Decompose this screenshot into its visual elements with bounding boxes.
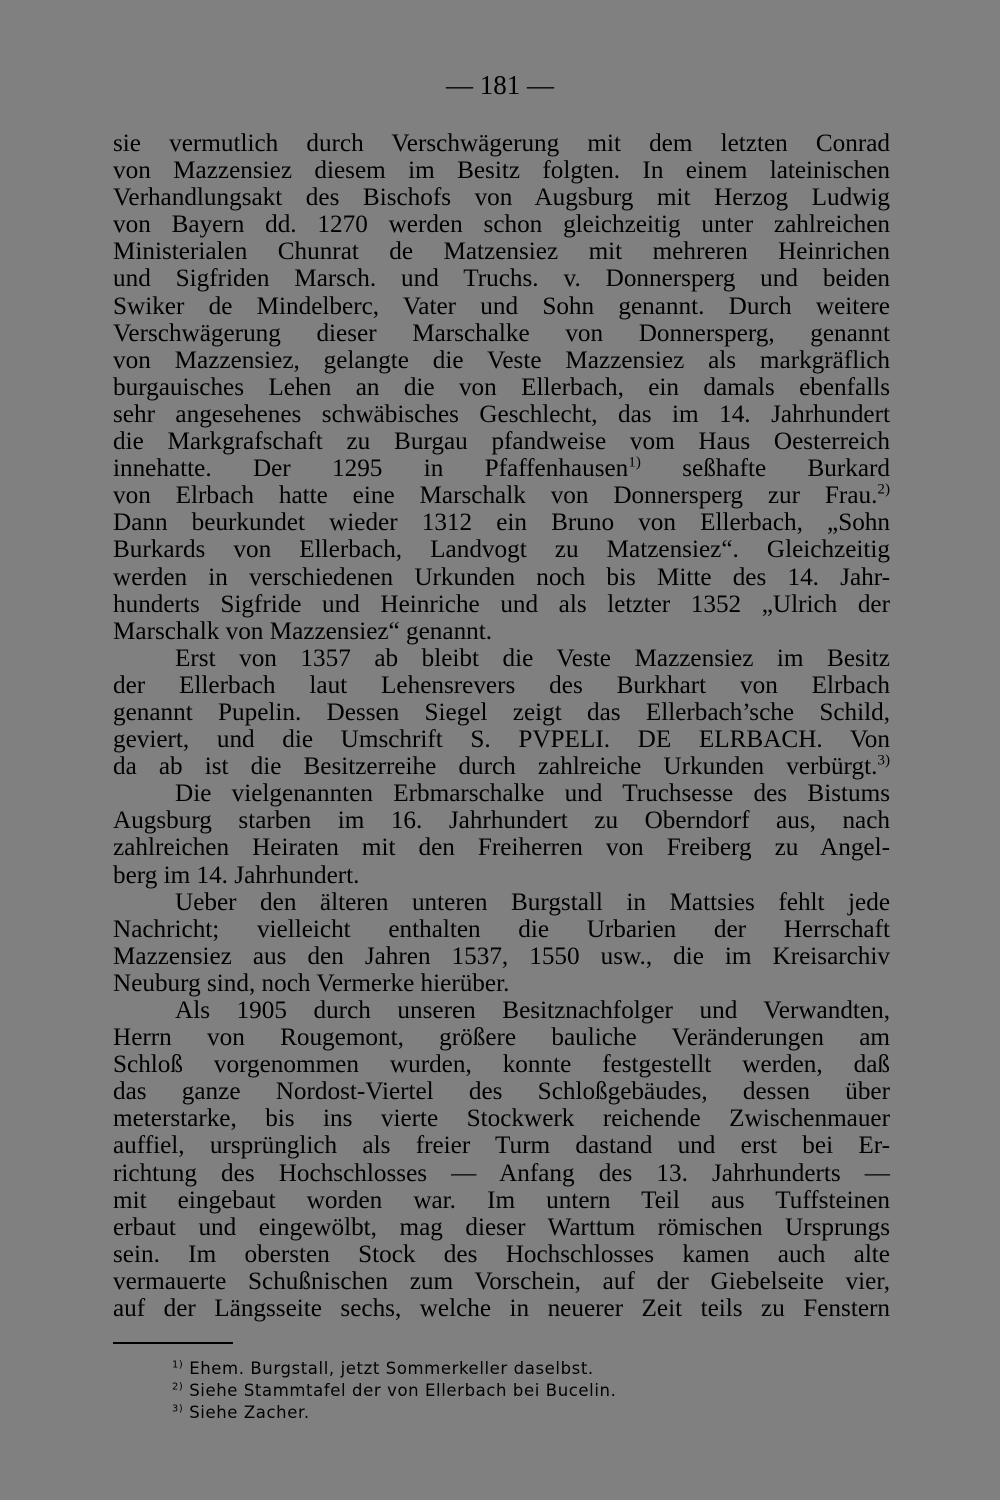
text-line: zahlreichen Heiraten mit den Freiherren von Freiberg zu Angel-: [113, 834, 890, 862]
text-line: burgauisches Lehen an die von Ellerbach, ein damals ebenfalls: [113, 373, 890, 401]
text-line: Nachricht; vielleicht enthalten die Urbarien der Herrschaft: [113, 915, 890, 943]
text-line: Die vielgenannten Erbmarschalke und Truchsesse des Bistums: [175, 780, 890, 808]
text-line: und Sigfriden Marsch. und Truchs. v. Donnersperg und beiden: [113, 265, 890, 293]
text-line: erbaut und eingewölbt, mag dieser Warttum römischen Ursprungs: [113, 1213, 890, 1241]
text-line: Herrn von Rougemont, größere bauliche Veränderungen am: [113, 1024, 890, 1052]
text-line: [113, 482, 890, 509]
page-number: — 181 —: [446, 70, 554, 100]
text-line: die Markgrafschaft zu Burgau pfandweise vom Haus Oesterreich: [113, 428, 890, 456]
footnote-text: Ehem. Burgstall, jetzt Sommerkeller daselbst.: [183, 1359, 594, 1378]
text-line: von Mazzensiez, gelangte die Veste Mazzensiez als markgräflich: [113, 346, 890, 374]
text-line: Ministerialen Chunrat de Matzensiez mit mehreren Heinrichen: [113, 238, 890, 266]
footnote-mark: 2): [172, 1381, 184, 1393]
text-line: meterstarke, bis ins vierte Stockwerk reichende Zwischenmauer: [113, 1105, 890, 1133]
footnote: [172, 1402, 616, 1424]
text-line: Verhandlungsakt des Bischofs von Augsburg mit Herzog Ludwig: [113, 184, 890, 212]
text-segment: da ab ist die Besitzerreihe durch zahlreiche Urkunden verbürgt.: [113, 753, 878, 781]
text-line: Schloß vorgenommen wurden, konnte festgestellt werden, daß: [113, 1051, 890, 1079]
text-line: [113, 455, 890, 482]
text-line: der Ellerbach laut Lehensrevers des Burkhart von Elrbach: [113, 671, 890, 699]
text-line: sein. Im obersten Stock des Hochschlosses kamen auch alte: [113, 1240, 890, 1268]
text-line: sie vermutlich durch Verschwägerung mit dem letzten Conrad: [113, 130, 890, 157]
text-line: auf der Längsseite sechs, welche in neuerer Zeit teils zu Fenstern: [113, 1295, 890, 1323]
footnote-divider: [113, 1342, 233, 1344]
text-segment: von Elrbach hatte eine Marschalk von Donnersperg zur Frau.: [113, 482, 878, 510]
footnote: [172, 1358, 616, 1380]
text-line: geviert, und die Umschrift S. PVPELI. DE ELRBACH. Von: [113, 726, 890, 754]
footnote-ref: 3): [877, 752, 890, 769]
text-line: Augsburg starben im 16. Jahrhundert zu Oberndorf aus, nach: [113, 807, 890, 835]
footnote-mark: 3): [172, 1403, 184, 1415]
text-line: Neuburg sind, noch Vermerke hierüber.: [113, 969, 510, 997]
footnote-text: Siehe Stammtafel der von Ellerbach bei Bucelin.: [183, 1381, 617, 1400]
text-line: Verschwägerung dieser Marschalke von Donnersperg, genannt: [113, 319, 890, 347]
text-line: Swiker de Mindelberc, Vater und Sohn genannt. Durch weitere: [113, 292, 890, 320]
footnote-mark: 1): [172, 1359, 184, 1371]
text-line: Burkards von Ellerbach, Landvogt zu Matzensiez“. Gleichzeitig: [113, 536, 890, 564]
text-line: Mazzensiez aus den Jahren 1537, 1550 usw., die im Kreisarchiv: [113, 942, 890, 970]
text-line: richtung des Hochschlosses — Anfang des 13. Jahrhunderts —: [113, 1159, 890, 1187]
text-segment: innehatte. Der 1295 in Pfaffenhausen: [113, 455, 629, 483]
footnote-ref: 1): [628, 454, 641, 471]
footnote: [172, 1380, 616, 1402]
text-line: hunderts Sigfride und Heinriche und als letzter 1352 „Ulrich der: [113, 590, 890, 618]
footnote-text: Siehe Zacher.: [183, 1403, 310, 1422]
footnotes: [172, 1358, 616, 1424]
footnote-ref: 2): [877, 481, 890, 498]
text-line: das ganze Nordost-Viertel des Schloßgebäudes, dessen über: [113, 1078, 890, 1106]
text-line: Als 1905 durch unseren Besitznachfolger und Verwandten,: [175, 997, 890, 1024]
text-line: mit eingebaut worden war. Im untern Teil aus Tuffsteinen: [113, 1186, 890, 1214]
text-line: [113, 753, 890, 780]
text-line: Ueber den älteren unteren Burgstall in Mattsies fehlt jede: [175, 888, 890, 916]
text-line: auffiel, ursprünglich als freier Turm dastand und erst bei Er-: [113, 1132, 890, 1160]
text-line: sehr angesehenes schwäbisches Geschlecht, das im 14. Jahrhundert: [113, 400, 890, 428]
text-line: von Mazzensiez diesem im Besitz folgten. In einem lateinischen: [113, 157, 890, 185]
text-line: Marschalk von Mazzensiez“ genannt.: [113, 617, 493, 645]
body-text: [113, 130, 890, 1322]
text-line: Dann beurkundet wieder 1312 ein Bruno von Ellerbach, „Sohn: [113, 509, 890, 537]
text-segment: seßhafte Burkard: [682, 455, 891, 483]
text-line: werden in verschiedenen Urkunden noch bis Mitte des 14. Jahr-: [113, 563, 890, 591]
text-line: genannt Pupelin. Dessen Siegel zeigt das Ellerbach’sche Schild,: [113, 698, 890, 726]
text-line: Erst von 1357 ab bleibt die Veste Mazzensiez im Besitz: [175, 644, 890, 672]
text-line: vermauerte Schußnischen zum Vorschein, auf der Giebelseite vier,: [113, 1267, 890, 1295]
text-line: berg im 14. Jahrhundert.: [113, 861, 360, 889]
text-line: von Bayern dd. 1270 werden schon gleichzeitig unter zahlreichen: [113, 211, 890, 239]
